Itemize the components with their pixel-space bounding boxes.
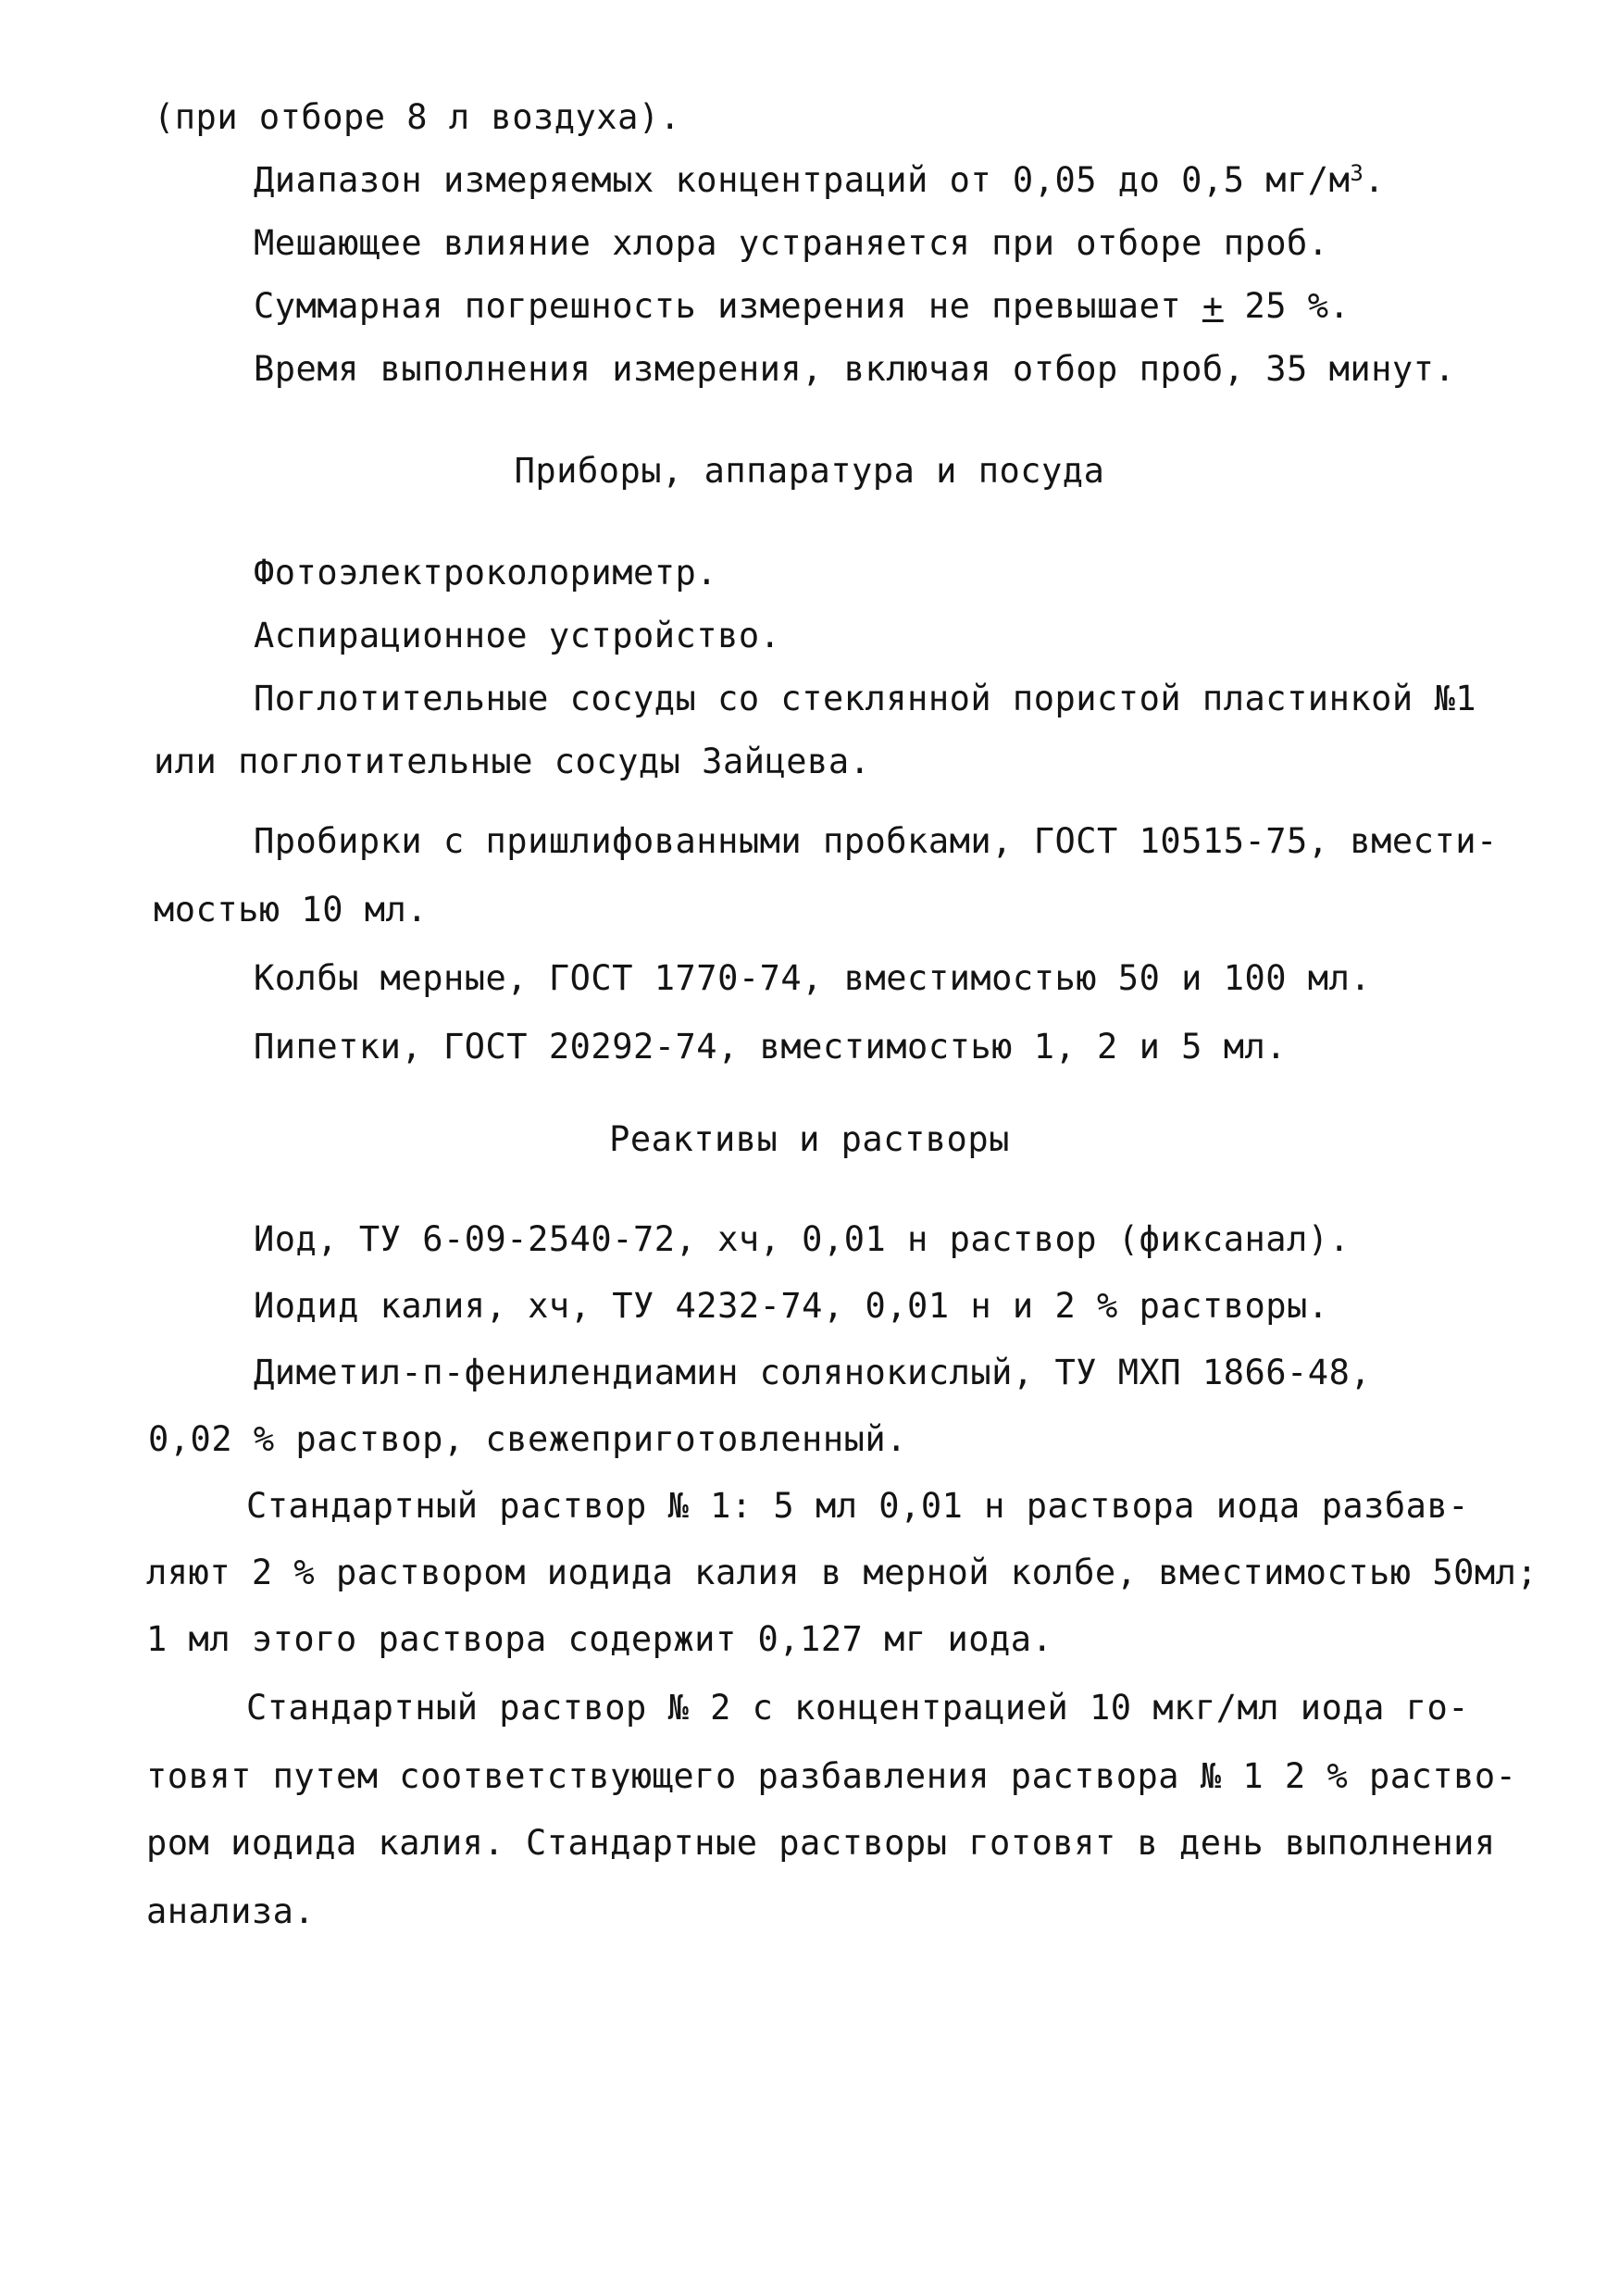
heading-equipment: Приборы, аппаратура и посуда (514, 451, 1105, 491)
reagents-line-10: ром иодида калия. Стандартные растворы готовят в день выполнения (146, 1823, 1496, 1863)
range-text: Диапазон измеряемых концентраций от 0,05 до 0,5 мг/м (254, 160, 1351, 200)
equipment-line-5: Пробирки с пришлифованными пробками, ГОСТ 10515-75, вмести- (254, 821, 1498, 861)
reagents-line-2: Иодид калия, хч, ТУ 4232-74, 0,01 н и 2 % растворы. (254, 1286, 1329, 1326)
intro-line-sampling: (при отборе 8 л воздуха). (154, 97, 681, 137)
reagents-line-11: анализа. (146, 1891, 316, 1931)
equipment-line-4: или поглотительные сосуды Зайцева. (154, 742, 871, 781)
intro-line-range (254, 157, 1385, 204)
intro-line-error (254, 283, 1350, 330)
plus-minus-sign: + (1202, 286, 1224, 326)
reagents-line-6: ляют 2 % раствором иодида калия в мерной колбе, вместимостью 50мл; (146, 1553, 1538, 1592)
reagents-line-1: Иод, ТУ 6-09-2540-72, хч, 0,01 н раствор (фиксанал). (254, 1219, 1351, 1259)
intro-line-time: Время выполнения измерения, включая отбор проб, 35 минут. (254, 349, 1456, 389)
reagents-line-5: Стандартный раствор № 1: 5 мл 0,01 н раствора иода разбав- (246, 1486, 1470, 1526)
reagents-line-7: 1 мл этого раствора содержит 0,127 мг иода. (146, 1619, 1053, 1659)
error-value: 25 %. (1223, 286, 1351, 326)
reagents-line-3: Диметил-п-фенилендиамин солянокислый, ТУ МХП 1866-48, (254, 1353, 1372, 1392)
reagents-line-9: товят путем соответствующего разбавления раствора № 1 2 % раство- (146, 1756, 1517, 1796)
range-period: . (1364, 160, 1386, 200)
error-text: Суммарная погрешность измерения не превышает (254, 286, 1202, 326)
heading-reagents: Реактивы и растворы (609, 1119, 1010, 1159)
equipment-line-3: Поглотительные сосуды со стеклянной пористой пластинкой №1 (254, 679, 1477, 718)
equipment-line-6: мостью 10 мл. (154, 890, 429, 930)
range-superscript: 3 (1350, 160, 1364, 186)
equipment-line-1: Фотоэлектроколориметр. (254, 553, 718, 593)
intro-line-interference: Мешающее влияние хлора устраняется при отборе проб. (254, 223, 1329, 263)
reagents-line-8: Стандартный раствор № 2 с концентрацией 10 мкг/мл иода го- (246, 1688, 1470, 1728)
equipment-line-8: Пипетки, ГОСТ 20292-74, вместимостью 1, 2 и 5 мл. (254, 1027, 1288, 1067)
reagents-line-4: 0,02 % раствор, свежеприготовленный. (148, 1419, 907, 1459)
equipment-line-2: Аспирационное устройство. (254, 616, 781, 655)
equipment-line-7: Колбы мерные, ГОСТ 1770-74, вместимостью 50 и 100 мл. (254, 958, 1372, 998)
